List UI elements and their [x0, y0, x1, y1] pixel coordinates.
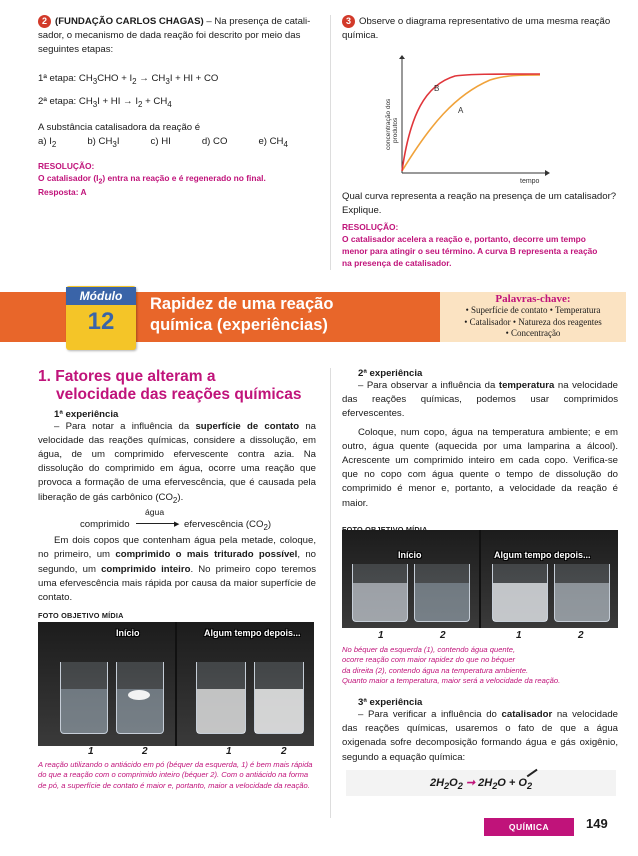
bold-span: catalisador: [501, 709, 553, 720]
eq-arrow-icon: ➞: [465, 777, 476, 789]
text-span: , no segundo, um: [38, 549, 317, 575]
section-2: [342, 368, 618, 534]
photo-num: 1: [378, 630, 384, 641]
eq-reactant: $2H_2O_2$: [429, 777, 463, 792]
photo-title-later: Algum tempo depois...: [494, 550, 591, 560]
photo-num: 2: [281, 746, 287, 757]
tablet: [128, 690, 150, 700]
question-3-body: [342, 190, 618, 269]
eq-over: água: [145, 507, 165, 518]
eq-left: comprimido: [80, 519, 130, 531]
experiment-3-text: [342, 708, 618, 765]
resolution-label: RESOLUÇÃO:: [38, 160, 95, 171]
text-span: – Para verificar a influência do: [358, 709, 502, 720]
photo-num: 1: [226, 746, 232, 757]
text-span: – Para notar a influência da: [54, 420, 196, 432]
text-span: Em dois copos que contenham água pela metade, coloque, no primeiro, um: [38, 535, 316, 561]
y-axis-arrow: [399, 55, 405, 59]
section-3: [342, 697, 618, 765]
text-span: – Para observar a influência da: [358, 380, 499, 391]
text-span: . No primeiro copo teremos uma efervescência mais rápida por causa da maior superfície de contato.: [38, 563, 317, 603]
experiment-1-para2: [38, 534, 316, 605]
question-2-intro: [38, 15, 316, 29]
curve-b-label: B: [434, 84, 440, 93]
experiment-2-text: [342, 379, 618, 422]
photo-1-numbers: [38, 746, 314, 760]
module-badge: [66, 286, 136, 350]
question-3-prompt: Qual curva representa a reação na presença de um catalisador?: [342, 191, 617, 202]
resolution-line-2: menor para atingir o seu término. A curva B representa a reação: [342, 245, 598, 256]
bold-span: comprimido o mais triturado possível: [115, 549, 298, 561]
module-banner: [0, 282, 638, 354]
module-number: 12: [87, 308, 115, 335]
footer-subject-tab: QUÍMICA: [484, 818, 574, 836]
module-title: [150, 294, 333, 335]
question-text: – Na presença de catali-: [203, 16, 311, 28]
beaker-2-later: [254, 662, 304, 734]
x-axis-arrow: [545, 170, 550, 176]
photo-title-start: Início: [116, 628, 140, 638]
section-heading: [38, 368, 316, 405]
gas-arrow-icon: [527, 769, 538, 777]
question-3: [342, 15, 618, 43]
curve-b: [402, 74, 540, 171]
question-text-line2: sador, o mecanismo de dada reação foi descrito por meio das: [38, 30, 301, 42]
eq-right: efervescência $(CO_2)$: [184, 519, 272, 533]
step-1: 1ª etapa: $CH_3CHO + I_2 \to CH_3I$ + HI + CO: [38, 72, 219, 86]
beaker-2-start: [414, 564, 470, 622]
photo-num: 2: [440, 630, 446, 641]
keywords-box: [440, 292, 626, 342]
keywords-title: Palavras-chave:: [495, 293, 571, 305]
photo-credit: FOTO OBJETIVO MÍDIA: [38, 611, 124, 621]
question-number-badge: 3: [342, 15, 355, 28]
section-heading-line1: 1. Fatores que alteram a: [38, 368, 216, 385]
experiment-2-title: 2ª experiência: [358, 368, 423, 379]
beaker-1-start: [352, 564, 408, 622]
photo-num: 1: [88, 746, 94, 757]
eq-arrowhead: ▶: [174, 521, 180, 529]
caption-line: da direita (2), contendo água na temperatura ambiente.: [342, 665, 529, 675]
experiment-2-para2: Coloque, num copo, água na temperatura ambiente; e em outro, água quente (aquecida por uma lamparina a álcool). Acrescente um comprimido inteiro em cada copo. Verifica-se que no copo com água quente o tempo de dissolução do comprimido é menor e, portanto, a velocidade da reação é maior.: [342, 426, 618, 509]
answer-options: [38, 135, 288, 151]
question-2: [38, 15, 316, 199]
module-title-line1: Rapidez de uma reação: [150, 295, 334, 313]
question-text: Observe o diagrama representativo de uma mesma reação: [359, 16, 611, 28]
beaker-2-later: [554, 564, 610, 622]
experiment-1-text: [38, 420, 316, 507]
keywords-line2: • Catalisador • Natureza dos reagentes: [464, 316, 602, 327]
beaker-1-later: [492, 564, 548, 622]
beaker-1-start: [60, 662, 108, 734]
column-divider-bottom: [330, 368, 331, 818]
caption-line: No béquer da esquerda (1), contendo água quente,: [342, 645, 516, 654]
text-span: na velocidade das reações químicas, podemos usar comprimidos efervescentes.: [342, 380, 619, 420]
photo-1-caption: A reação utilizando o antiácido em pó (béquer da esquerda, 1) é bem mais rápida do que a reação com o comprimido inteiro (béquer 2). Com o antiácido na forma de pó, a superfície de contato é maior e, portanto, maior a velocidade da reação.: [38, 760, 313, 790]
bold-span: comprimido inteiro: [101, 563, 191, 575]
option-c: c) HI: [150, 136, 171, 148]
experiment-2-photo: [342, 530, 618, 628]
reaction-equation: [38, 508, 316, 532]
photo-num: 2: [578, 630, 584, 641]
page-number: 149: [586, 816, 608, 831]
option-d: d) CO: [201, 136, 228, 148]
eq-arrow: [136, 523, 176, 524]
photo-title-start: Início: [398, 550, 422, 560]
curve-a-label: A: [458, 106, 464, 115]
photo-num: 2: [142, 746, 148, 757]
question-source: (FUNDAÇÃO CARLOS CHAGAS): [55, 16, 204, 28]
caption-line: ocorre reação com maior rapidez do que no béquer: [342, 655, 516, 665]
bold-span: temperatura: [498, 380, 555, 391]
section-heading-line2: velocidade das reações químicas: [56, 386, 302, 404]
option-e: e) $CH_4$: [258, 136, 288, 150]
resolution-line-1: O catalisador acelera a reação e, portanto, decorre um tempo: [342, 234, 586, 245]
reaction-graph: [380, 55, 550, 185]
question-number-badge: 2: [38, 15, 51, 28]
step-2: 2ª etapa: $CH_3I$ + HI → $I_2 + CH_4$: [38, 96, 172, 110]
caption-line: Quanto maior a temperatura, maior será a velocidade da reação.: [342, 675, 561, 685]
eq-products: $2H_2O + O_2$: [478, 777, 533, 792]
option-a: a) $I_2$: [38, 136, 57, 150]
answer-text: Resposta: A: [38, 187, 87, 198]
photo-num: 1: [516, 630, 522, 641]
column-divider-top: [330, 15, 331, 270]
text-span: na velocidade das reações químicas, considere a dissolução, em água, de um comprimido efervescente contra azia. Na dissolução do comprimido em água, ocorre uma reação que provoca a formação de uma efervescência, que é causada pela liberação de gás carbônico $(CO_2)$.: [38, 420, 316, 505]
text-span: na velocidade das reações químicas, usaremos o fato de que a água oxigenada sofre decomposição formando água e gás oxigênio, segundo a equação química:: [342, 709, 619, 763]
bold-span: superfície de contato: [195, 420, 300, 432]
resolution-label: RESOLUÇÃO:: [342, 222, 399, 233]
resolution-text: O catalisador $(I_2)$ entra na reação e é regenerado no final.: [38, 172, 266, 186]
keywords-line3: • Concentração: [505, 328, 561, 339]
y-axis-label-line1: concentração dos: [385, 98, 392, 150]
experiment-1-title: 1ª experiência: [54, 408, 119, 420]
experiment-3-title: 3ª experiência: [358, 697, 423, 708]
experiment-1-photo: [38, 622, 314, 746]
decomposition-equation: [346, 770, 616, 796]
photo-title-later: Algum tempo depois...: [204, 628, 301, 638]
section-1: [38, 368, 316, 620]
resolution-line-3: na presença de catalisador.: [342, 257, 452, 268]
question-3-intro: [342, 15, 618, 29]
module-title-line2: química (experiências): [150, 315, 328, 334]
photo-2-caption: [342, 645, 620, 686]
y-axis-label-line2: produtos: [392, 117, 399, 143]
question-3-prompt-2: Explique.: [342, 205, 382, 217]
photo-2-numbers: [342, 630, 618, 644]
beaker-1-later: [196, 662, 246, 734]
question-text-line3: seguintes etapas:: [38, 44, 114, 56]
keywords-line1: • Superfície de contato • Temperatura: [465, 305, 601, 315]
x-axis-label: tempo: [520, 178, 540, 185]
option-b: b) $CH_3I$: [87, 136, 120, 150]
curve-a: [402, 75, 540, 171]
question-prompt: A substância catalisadora da reação é: [38, 122, 201, 134]
module-label: Módulo: [66, 287, 136, 305]
question-text-line2: química.: [342, 30, 379, 42]
